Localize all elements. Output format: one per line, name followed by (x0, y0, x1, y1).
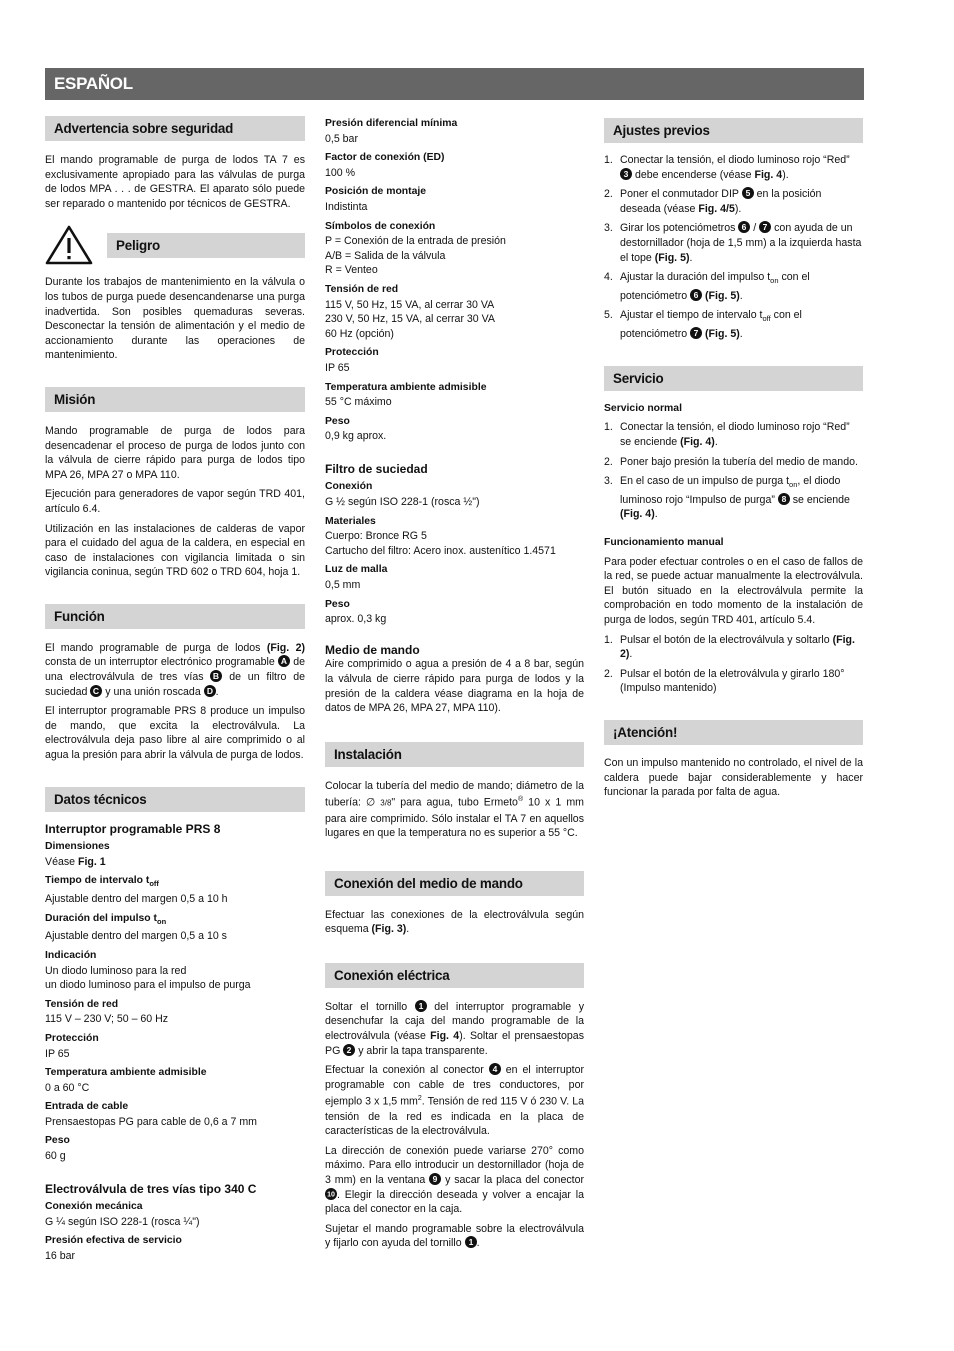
list-item: 3. Girar los potenciómetros 6 / 7 con ayuda de un destornillador (hoja de 1,5 mm) a la izquierda hasta el tope (Fig. 5). (604, 222, 862, 264)
instalacion-text: Colocar la tubería del medio de mando; diámetro de la tubería: ∅ 3/8" para agua, tubo Ermeto® 10 x 1 mm para aire comprimido. Sólo instalar el TA 7 en aquellos lugares en que la temperatura no es superior a 55 °C. (325, 779, 584, 840)
filtro-title: Filtro de suciedad (325, 461, 428, 476)
svg-text:A: A (280, 656, 288, 667)
danger-header (45, 225, 305, 265)
marker-7-icon (759, 221, 771, 233)
svg-text:8: 8 (781, 493, 787, 504)
mision-p2: Ejecución para generadores de vapor según TRD 401, artículo 6.4. (45, 488, 305, 515)
list-item: 2. Pulsar el botón de la eletroválvula y girarlo 180° (Impulso mantenido) (604, 667, 845, 695)
marker-7-icon (690, 327, 702, 339)
column-left (45, 116, 305, 1269)
spec-proteccion-2: Protección IP 65 (325, 347, 379, 374)
spec-luz-malla: Luz de malla 0,5 mm (325, 564, 388, 592)
spec-dimensiones: Dimensiones Véase Fig. 1 (45, 841, 110, 868)
medio-title: Medio de mando (325, 642, 420, 657)
svg-text:4: 4 (492, 1064, 498, 1075)
section-title-instalacion: Instalación (325, 742, 584, 767)
spec-presion-diferencial: Presión diferencial mínima 0,5 bar (325, 118, 458, 145)
marker-2-icon (343, 1044, 355, 1056)
section-title-servicio: Servicio (604, 366, 863, 391)
list-item: 3. En el caso de un impulso de purga $t_{on}$, el diodo luminoso rojo “Impulso de purga” 8 se enciende (Fig. 4). (604, 475, 850, 521)
spec-presion-servicio: Presión efectiva de servicio 16 bar (45, 1235, 182, 1263)
svg-text:9: 9 (432, 1173, 438, 1184)
funcion-p1: El mando programable de purga de lodos (Fig. 2) consta de un interruptor electrónico programable A de una electroválvula de tres vías B de un filtro de suciedad C y una unión roscada D . (45, 641, 305, 698)
spec-indicacion: Indicación Un diodo luminoso para la red un diodo luminoso para el impulso de purga (45, 949, 251, 992)
conexion-electrica-p4: Sujetar el mando programable sobre la electroválvula y fijarlo con ayuda del tornillo 1 . (325, 1222, 584, 1250)
spec-peso-2: Peso 0,9 kg aprox. (325, 415, 387, 443)
svg-text:C: C (93, 685, 100, 696)
spec-materiales: Materiales Cuerpo: Bronce RG 5 Cartucho del filtro: Acero inox. austenítico 1.4571 (325, 515, 556, 557)
spec-ton: Duración del impulso $t_{on}$ Ajustable dentro del margen 0,5 a 10 s (45, 912, 227, 943)
list-item: 1. Pulsar el botón de la electroválvula y soltarlo (Fig. 2). (604, 633, 855, 661)
mision-p3: Utilización en las instalaciones de calderas de vapor para el cuidado del agua de la caldera, en especial en caso de instalaciones con vigilancia limitada o sin vigilancia coninua, según TRD 602 o TRD 604, hoja 1. (45, 522, 305, 579)
spec-factor-conexion: Factor de conexión (ED) 100 % (325, 152, 445, 179)
medio-text: Aire comprimido o agua a presión de 4 a 8 bar, según la válvula de cierre rápido para purga de lodos y la presión de la caldera véase diagrama en la hoja de datos de MPA 26, MPA 27, MPA 110). (325, 658, 584, 715)
svg-text:7: 7 (762, 222, 768, 233)
spec-peso: Peso 60 g (45, 1135, 70, 1163)
conexion-electrica-p2: Efectuar la conexión al conector 4 en el interruptor programable con cable de tres conductores, por ejemplo 3 x 1,5 $mm^2$. Tensión de red 115 V ó 230 V. La tensión de la red es indicada en la placa de características de la electroválvula. (325, 1064, 584, 1138)
spec-temperatura-2: Temperatura ambiente admisible 55 °C máximo (325, 381, 487, 409)
conexion-electrica-p3: La dirección de conexión puede variarse 270° como máximo. Para ello introducir un destornillador (hoja de 3 mm) en la ventana 9 y sacar la placa del conector 10 . Elegir la dirección deseada y volver a encajar la placa del conector en la caja. (325, 1144, 584, 1216)
marker-a-icon (278, 655, 290, 667)
prs-title: Interruptor programable PRS 8 (45, 821, 221, 836)
svg-text:5: 5 (745, 188, 751, 199)
marker-6-icon (690, 289, 702, 301)
svg-text:1: 1 (468, 1237, 473, 1248)
svg-text:6: 6 (693, 289, 699, 300)
section-title-conexion-electrica: Conexión eléctrica (325, 963, 584, 988)
marker-1-icon (415, 1000, 427, 1012)
marker-c-icon (90, 685, 102, 697)
servicio-normal-title: Servicio normal (604, 402, 682, 414)
list-item: 2. Poner bajo presión la tubería del medio de mando. (604, 455, 858, 468)
conexion-medio-text: Efectuar las conexiones de la electroválvula según esquema (Fig. 3). (325, 908, 584, 936)
security-text: El mando programable de purga de lodos TA 7 es exclusivamente apropiado para las válvulas de purga de lodos MPA . . . de GESTRA. El aparato sólo puede ser reparado o mantenido por técnicos de GESTRA. (45, 154, 305, 210)
section-title-conexion-medio: Conexión del medio de mando (325, 871, 584, 896)
column-right (604, 118, 863, 805)
section-title-datos: Datos técnicos (45, 787, 305, 812)
marker-4-icon (489, 1063, 501, 1075)
atencion-text: Con un impulso mantenido no controlado, el nivel de la caldera puede bajar considerablemente y hacer funcionar la parada por falta de agua. (604, 756, 863, 799)
ajustes-list (604, 153, 863, 342)
svg-text:1: 1 (418, 1000, 424, 1011)
marker-5-icon (742, 187, 754, 199)
svg-text:2: 2 (346, 1044, 352, 1055)
spec-proteccion: Protección IP 65 (45, 1032, 99, 1060)
servicio-list (604, 420, 863, 522)
svg-text:10: 10 (327, 1191, 335, 1199)
marker-10-icon (325, 1188, 337, 1200)
svg-text:3: 3 (623, 168, 629, 179)
section-title-atencion: ¡Atención! (604, 720, 863, 745)
marker-3-icon (620, 168, 632, 180)
svg-text:6: 6 (741, 222, 747, 233)
spec-toff: Tiempo de intervalo $t_{off}$ Ajustable dentro del margen 0,5 a 10 h (45, 875, 228, 906)
spec-tension-red: Tensión de red 115 V, 50 Hz, 15 VA, al cerrar 30 VA 230 V, 50 Hz, 15 VA, al cerrar 30 VA 60 Hz (opción) (325, 283, 495, 340)
spec-temperatura: Temperatura ambiente admisible 0 a 60 °C (45, 1067, 207, 1094)
list-item: 4. Ajustar la duración del impulso $t_{on}$ con el potenciómetro 6 (Fig. 5). (604, 271, 810, 302)
spec-tension: Tensión de red 115 V – 230 V; 50 – 60 Hz (45, 998, 169, 1026)
funcionamiento-manual-text: Para poder efectuar controles o en el caso de fallos de la red, se puede actuar manualmente la electroválvula. El butón situado en la electroválvula permite la comprobación en todo momento de la instalación de purga de lodos, según TRD 401, artículo 5.4. (604, 555, 863, 626)
list-item: 1. Conectar la tensión, el diodo luminoso rojo “Red” se enciende (Fig. 4). (604, 421, 850, 448)
marker-6-icon (738, 221, 750, 233)
list-item: 5. Ajustar el tiempo de intervalo $t_{off}$ con el potenciómetro 7 (Fig. 5). (604, 309, 802, 341)
funcionamiento-manual-title: Funcionamiento manual (604, 537, 724, 549)
danger-text: Durante los trabajos de mantenimiento en la válvula o los tubos de purga puede desencandenarse una purga inadvertida. Son posibles quemaduras severas. Desconectar la tensión de alimentación y el medio de accionamiento durante las operaciones de mantenimiento. (45, 276, 305, 362)
marker-9-icon (429, 1173, 441, 1185)
elv-title: Electroválvula de tres vías tipo 340 C (45, 1181, 257, 1196)
list-item: 1. Conectar la tensión, el diodo luminoso rojo “Red” 3 debe encenderse (véase Fig. 4). (604, 154, 850, 181)
marker-8-icon (778, 493, 790, 505)
spec-simbolos: Símbolos de conexión P = Conexión de la entrada de presión A/B = Salida de la válvula R = Venteo (325, 220, 506, 277)
section-title-ajustes: Ajustes previos (604, 118, 863, 143)
manual-list (604, 633, 863, 696)
spec-posicion-montaje: Posición de montaje Indistinta (325, 186, 427, 213)
spec-peso-3: Peso aprox. 0,3 kg (325, 598, 387, 626)
svg-text:7: 7 (693, 328, 699, 339)
section-title-mision: Misión (45, 387, 305, 412)
spec-conexion: Conexión G ½ según ISO 228-1 (rosca ½") (325, 481, 480, 509)
spec-cable: Entrada de cable Prensaestopas PG para cable de 0,6 a 7 mm (45, 1101, 257, 1128)
marker-d-icon (204, 685, 216, 697)
list-item: 2. Poner el conmutador DIP 5 en la posición deseada (véase Fig. 4/5). (604, 188, 822, 215)
section-title-danger: Peligro (107, 233, 305, 258)
conexion-electrica-p1: Soltar el tornillo 1 del interruptor programable y desenchufar la caja del mando programable de la electroválvula (véase Fig. 4). Soltar el prensaestopas PG 2 y abrir la tapa transparente. (325, 1000, 584, 1057)
spec-conexion-mecanica: Conexión mecánica G ¼ según ISO 228-1 (rosca ¼") (45, 1201, 200, 1228)
marker-b-icon (210, 670, 222, 682)
svg-text:B: B (213, 671, 220, 682)
section-title-security: Advertencia sobre seguridad (45, 116, 305, 141)
language-title: ESPAÑOL (45, 68, 864, 100)
column-middle (325, 117, 584, 1256)
warning-triangle-icon (45, 225, 93, 265)
marker-1-icon (465, 1236, 477, 1248)
section-title-funcion: Función (45, 604, 305, 629)
funcion-p2: El interruptor programable PRS 8 produce un impulso de mando, que excita la electroválvula. La electroválvula deja paso libre al aire comprimido o al agua la presión para abrir la válvula de purga de lodos. (45, 705, 305, 762)
svg-text:D: D (206, 685, 213, 696)
mision-p1: Mando programable de purga de lodos para desencadenar el proceso de purga de lodos junto con la válvula de cierre rápido para purga de lodos tipo MPA 26, MPA 27 o MPA 110. (45, 424, 305, 481)
